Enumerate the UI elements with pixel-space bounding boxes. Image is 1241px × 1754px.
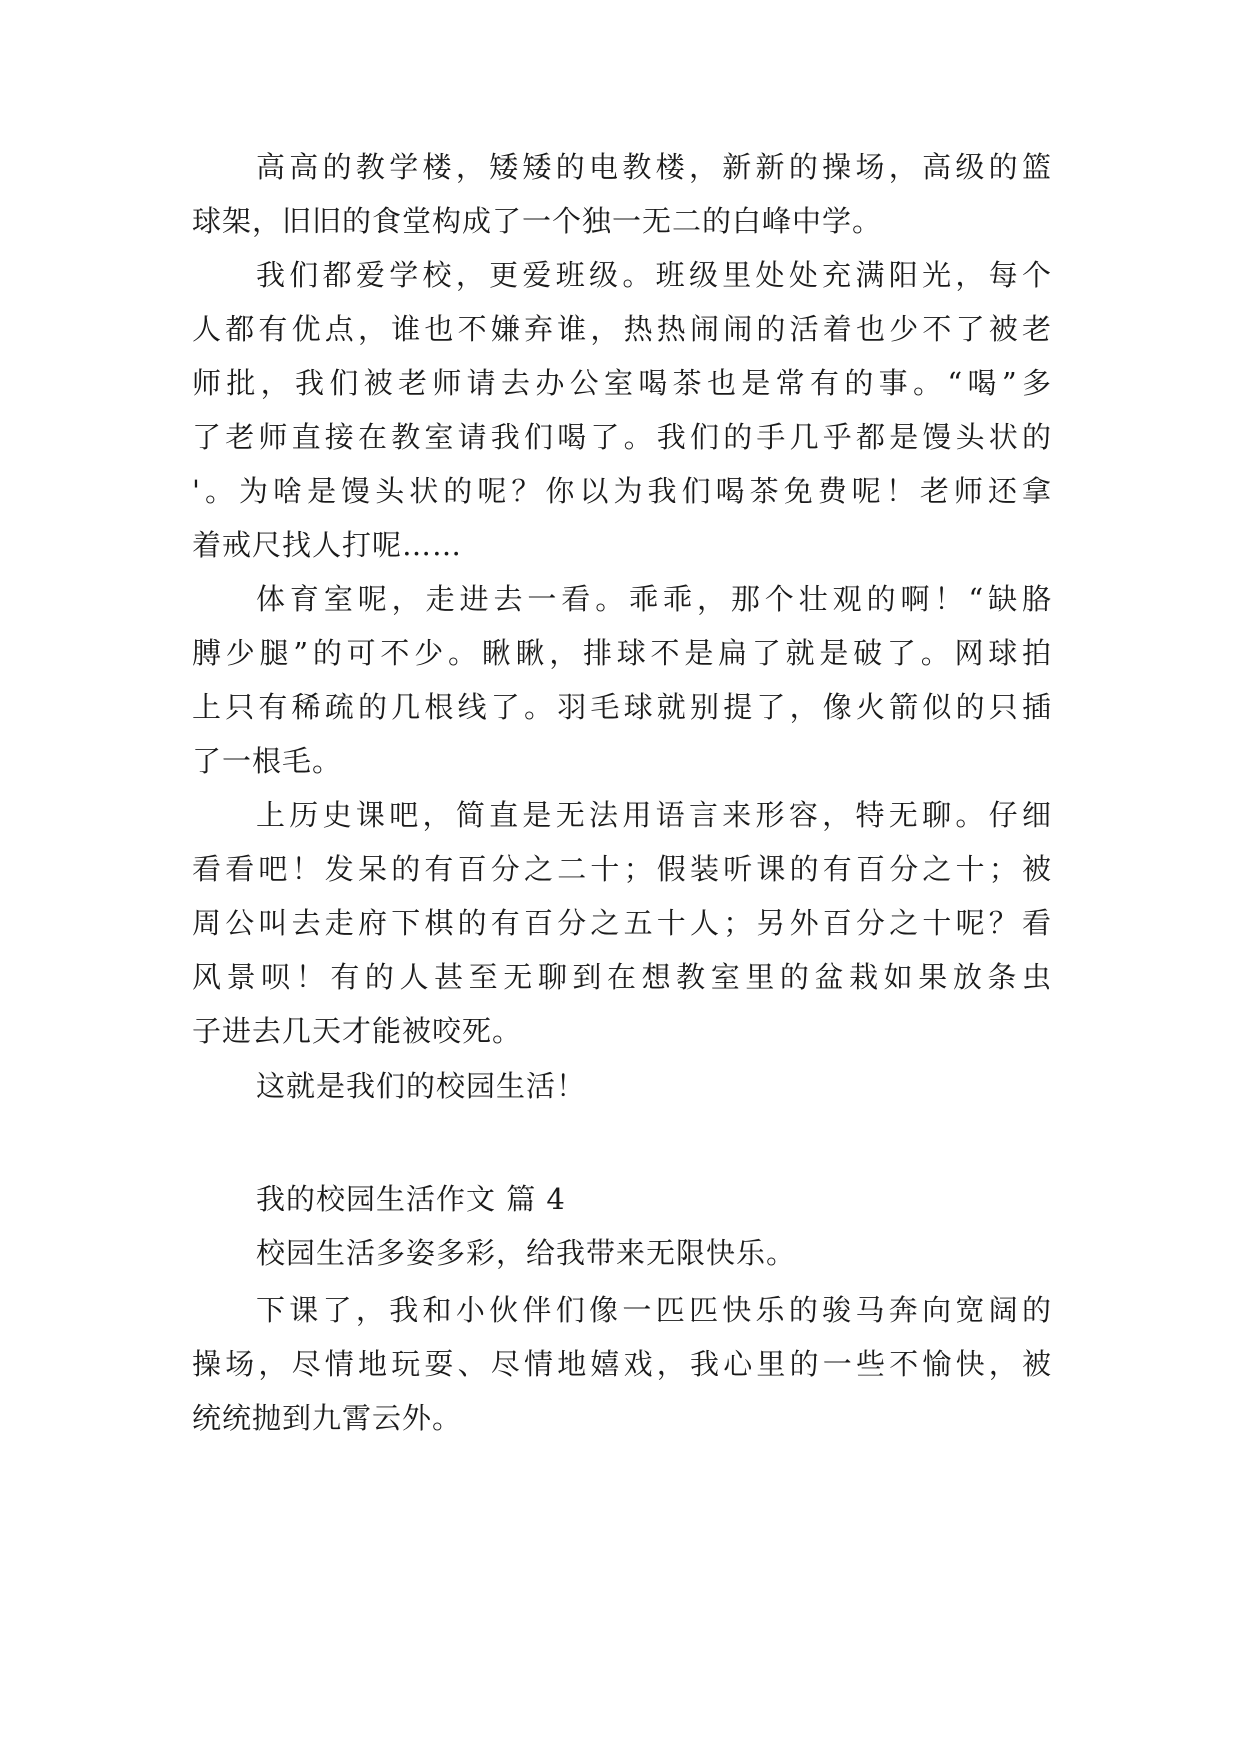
text-line: 统统抛到九霄云外。 bbox=[192, 1401, 463, 1435]
text-line: 着戒尺找人打呢…… bbox=[192, 528, 463, 562]
text-line: 这就是我们的校园生活！ bbox=[256, 1069, 587, 1103]
text-line: 膊少腿”的可不少。瞅瞅，排球不是扁了就是破了。网球拍 bbox=[192, 636, 1052, 670]
text-line: 上历史课吧，简直是无法用语言来形容，特无聊。仔细 bbox=[256, 798, 1052, 832]
text-line: 校园生活多姿多彩，给我带来无限快乐。 bbox=[256, 1236, 797, 1270]
text-line: 高高的教学楼，矮矮的电教楼，新新的操场，高级的篮 bbox=[256, 150, 1052, 184]
text-line: 球架，旧旧的食堂构成了一个独一无二的白峰中学。 bbox=[192, 204, 883, 238]
section-heading: 我的校园生活作文 篇 4 bbox=[256, 1182, 566, 1216]
text-line: 子进去几天才能被咬死。 bbox=[192, 1014, 523, 1048]
text-line: 体育室呢，走进去一看。乖乖，那个壮观的啊！“缺胳 bbox=[256, 582, 1052, 616]
text-line: 了老师直接在教室请我们喝了。我们的手几乎都是馒头状的 bbox=[192, 420, 1052, 454]
text-line: '。为啥是馒头状的呢？你以为我们喝茶免费呢！老师还拿 bbox=[192, 474, 1052, 508]
text-line: 周公叫去走府下棋的有百分之五十人；另外百分之十呢？看 bbox=[192, 906, 1052, 940]
text-line: 看看吧！发呆的有百分之二十；假装听课的有百分之十；被 bbox=[192, 852, 1052, 886]
text-line: 下课了，我和小伙伴们像一匹匹快乐的骏马奔向宽阔的 bbox=[256, 1293, 1052, 1327]
text-line: 人都有优点，谁也不嫌弃谁，热热闹闹的活着也少不了被老 bbox=[192, 312, 1052, 346]
text-line: 师批，我们被老师请去办公室喝茶也是常有的事。“喝”多 bbox=[192, 366, 1052, 400]
text-line: 了一根毛。 bbox=[192, 744, 343, 778]
text-line: 我们都爱学校，更爱班级。班级里处处充满阳光，每个 bbox=[256, 258, 1052, 292]
text-line: 风景呗！有的人甚至无聊到在想教室里的盆栽如果放条虫 bbox=[192, 960, 1052, 994]
text-line: 上只有稀疏的几根线了。羽毛球就别提了，像火箭似的只插 bbox=[192, 690, 1052, 724]
text-line: 操场，尽情地玩耍、尽情地嬉戏，我心里的一些不愉快，被 bbox=[192, 1347, 1052, 1381]
